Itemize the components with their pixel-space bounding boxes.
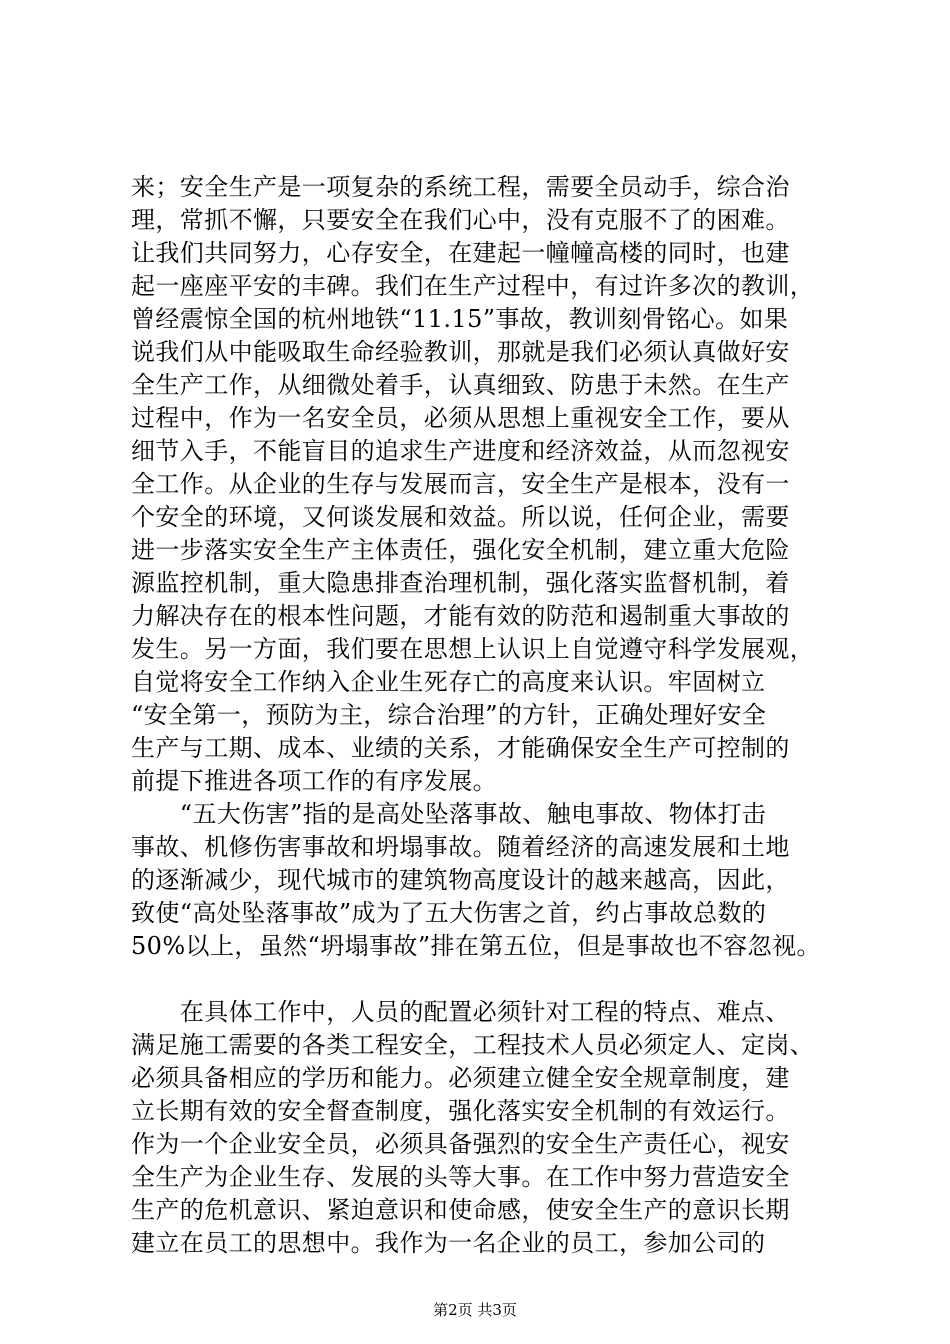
text-line: 发生。另一方面，我们要在思想上认识上自觉遵守科学发展观， bbox=[131, 635, 815, 663]
text-line: 让我们共同努力，心存安全，在建起一幢幢高楼的同时，也建 bbox=[131, 239, 790, 267]
text-line: 过程中，作为一名安全员，必须从思想上重视安全工作，要从 bbox=[131, 404, 790, 432]
text-line: 生产的危机意识、紧迫意识和使命感，使安全生产的意识长期 bbox=[131, 1196, 790, 1224]
text-line: 力解决存在的根本性问题，才能有效的防范和遏制重大事故的 bbox=[131, 602, 790, 630]
text-line: 在具体工作中，人员的配置必须针对工程的特点、难点、 bbox=[131, 998, 790, 1026]
text-line: 理，常抓不懈，只要安全在我们心中，没有克服不了的困难。 bbox=[131, 206, 790, 234]
text-line: 全生产工作，从细微处着手，认真细致、防患于未然。在生产 bbox=[131, 371, 790, 399]
page-number: 第2页 共3页 bbox=[433, 1301, 517, 1319]
text-line: 来；安全生产是一项复杂的系统工程，需要全员动手，综合治 bbox=[131, 173, 790, 201]
text-line: 立长期有效的安全督查制度，强化落实安全机制的有效运行。 bbox=[131, 1097, 790, 1125]
text-line: 的逐渐减少，现代城市的建筑物高度设计的越来越高，因此， bbox=[131, 866, 790, 894]
text-line: “安全第一，预防为主，综合治理”的方针，正确处理好安全 bbox=[131, 701, 767, 729]
text-line: 曾经震惊全国的杭州地铁“11.15”事故，教训刻骨铭心。如果 bbox=[131, 305, 789, 333]
text-line: 源监控机制，重大隐患排查治理机制，强化落实监督机制，着 bbox=[131, 569, 790, 597]
text-line: 个安全的环境，又何谈发展和效益。所以说，任何企业，需要 bbox=[131, 503, 790, 531]
text-line: 建立在员工的思想中。我作为一名企业的员工，参加公司的 bbox=[131, 1229, 766, 1257]
text-line: 事故、机修伤害事故和坍塌事故。随着经济的高速发展和土地 bbox=[131, 833, 790, 861]
text-line: 全工作。从企业的生存与发展而言，安全生产是根本，没有一 bbox=[131, 470, 790, 498]
text-line: 说我们从中能吸取生命经验教训，那就是我们必须认真做好安 bbox=[131, 338, 790, 366]
text-line: “五大伤害”指的是高处坠落事故、触电事故、物体打击 bbox=[131, 800, 767, 828]
text-line: 细节入手，不能盲目的追求生产进度和经济效益，从而忽视安 bbox=[131, 437, 790, 465]
text-line: 前提下推进各项工作的有序发展。 bbox=[131, 767, 497, 795]
text-line: 满足施工需要的各类工程安全，工程技术人员必须定人、定岗、 bbox=[131, 1031, 815, 1059]
text-line: 作为一个企业安全员，必须具备强烈的安全生产责任心，视安 bbox=[131, 1130, 790, 1158]
text-line: 50%以上，虽然“坍塌事故”排在第五位，但是事故也不容忽视。 bbox=[131, 932, 821, 960]
text-line: 全生产为企业生存、发展的头等大事。在工作中努力营造安全 bbox=[131, 1163, 790, 1191]
text-line: 自觉将安全工作纳入企业生死存亡的高度来认识。牢固树立 bbox=[131, 668, 766, 696]
text-line: 致使“高处坠落事故”成为了五大伤害之首，约占事故总数的 bbox=[131, 899, 767, 927]
text-line: 必须具备相应的学历和能力。必须建立健全安全规章制度，建 bbox=[131, 1064, 790, 1092]
text-line: 生产与工期、成本、业绩的关系，才能确保安全生产可控制的 bbox=[131, 734, 790, 762]
text-line: 起一座座平安的丰碑。我们在生产过程中，有过许多次的教训， bbox=[131, 272, 815, 300]
text-line: 进一步落实安全生产主体责任，强化安全机制，建立重大危险 bbox=[131, 536, 790, 564]
